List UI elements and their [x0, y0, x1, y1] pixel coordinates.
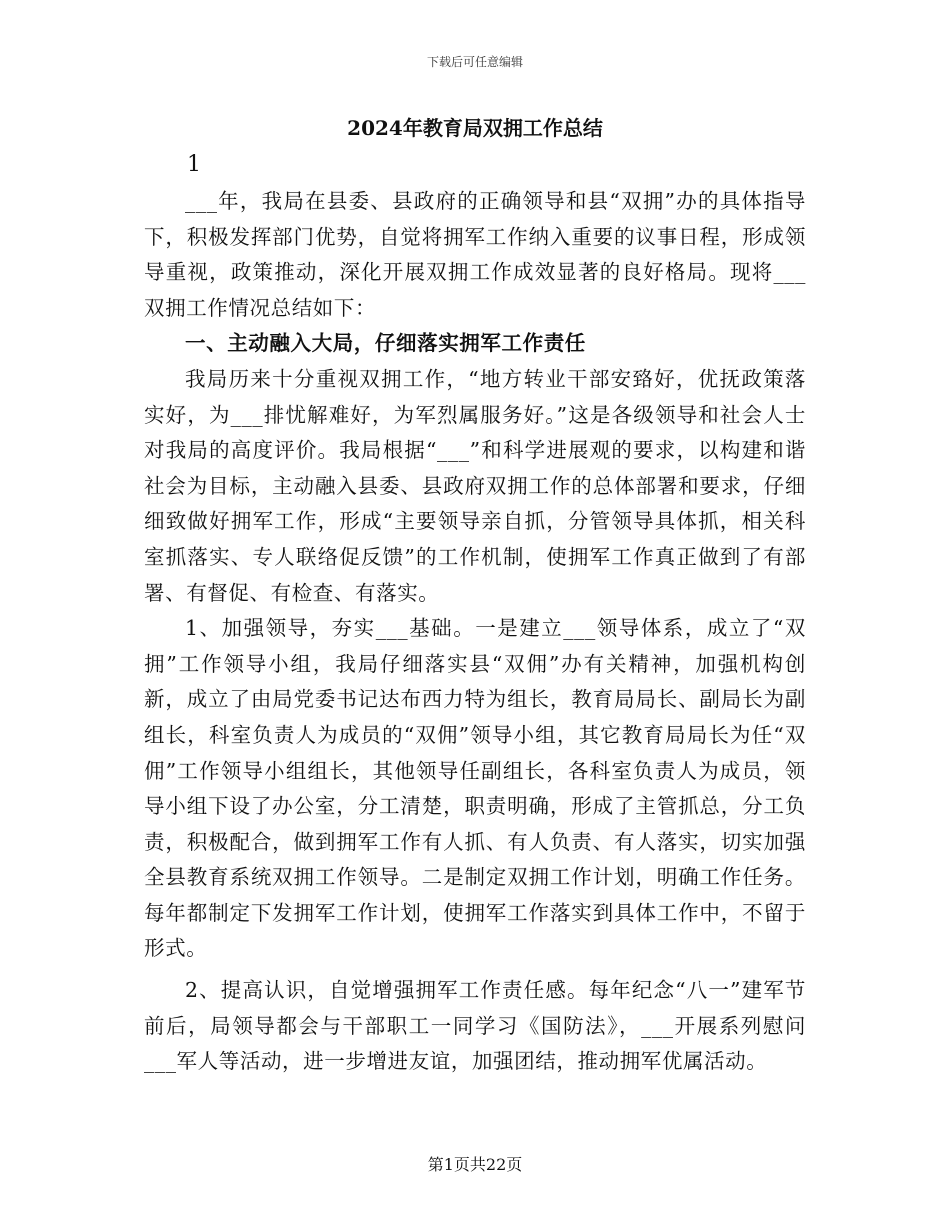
body-paragraph: 1、加强领导，夯实___基础。一是建立___领导体系，成立了“双拥”工作领导小组，我局仔细落实县“双佣”办有关精神，加强机构创新，成立了由局党委书记达布西力特为组长，教育局局长、副局长为副组长，科室负责人为成员的“双佣”领导小组，其它教育局局长为任“双佣”工作领导小组组长，其他领导任副组长，各科室负责人为成员，领导小组下设了办公室，分工清楚，职责明确，形成了主管抓总，分工负责，积极配合，做到拥军工作有人抓、有人负责、有人落实，切实加强全县教育系统双拥工作领导。二是制定双拥工作计划，明确工作任务。每年都制定下发拥军工作计划，使拥军工作落实到具体工作中，不留于形式。	[144, 616, 806, 961]
document-body	[144, 184, 806, 1080]
document-title: 2024年教育局双拥工作总结	[347, 116, 603, 140]
body-paragraph: 2、提高认识，自觉增强拥军工作责任感。每年纪念“八一”建军节前后，局领导都会与干部职工一同学习《国防法》，___开展系列慰问___军人等活动，进一步增进友谊，加强团结，推动拥军优属活动。	[144, 978, 806, 1074]
intro-paragraph: ___年，我局在县委、县政府的正确领导和县“双拥”办的具体指导下，积极发挥部门优势，自觉将拥军工作纳入重要的议事日程，形成领导重视，政策推动，深化开展双拥工作成效显著的良好格局。现将___双拥工作情况总结如下：	[144, 189, 806, 320]
body-paragraph: 我局历来十分重视双拥工作，“地方转业干部安臵好，优抚政策落实好，为___排忧解难好，为军烈属服务好。”这是各级领导和社会人士对我局的高度评价。我局根据“___”和科学进展观的要求，以构建和谐社会为目标，主动融入县委、县政府双拥工作的总体部署和要求，仔细细致做好拥军工作，形成“主要领导亲自抓，分管领导具体抓，相关科室抓落实、专人联络促反馈”的工作机制，使拥军工作真正做到了有部署、有督促、有检查、有落实。	[144, 366, 806, 605]
section-heading: 一、主动融入大局，仔细落实拥军工作责任	[185, 331, 586, 356]
page-footer: 第1页共22页	[427, 1155, 523, 1174]
section-number: 1	[187, 152, 201, 177]
page-header-note: 下载后可任意编辑	[426, 55, 523, 69]
